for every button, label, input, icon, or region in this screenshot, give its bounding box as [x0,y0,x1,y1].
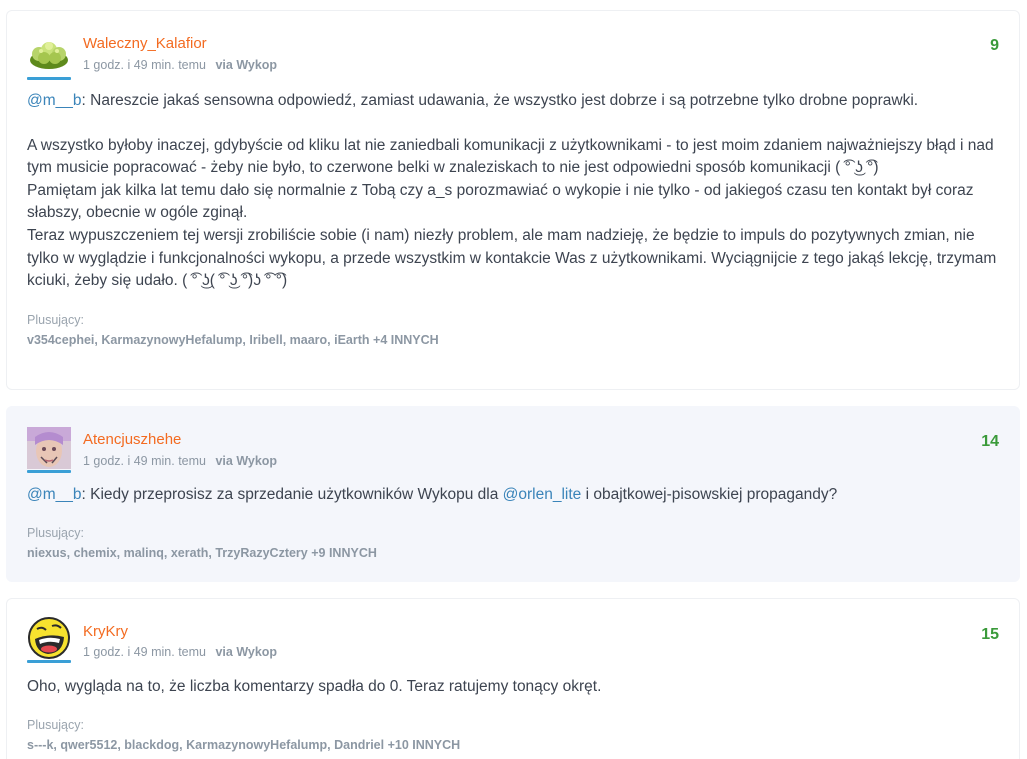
plus-user[interactable]: s---k [27,737,54,752]
comment-meta [83,454,277,468]
plus-label: Plusujący: [27,717,84,732]
user-mention[interactable]: @m__b [27,486,82,503]
author-name[interactable]: Waleczny_Kalafior [83,35,207,52]
user-mention[interactable]: @m__b [27,92,82,109]
comment-paragraph: Teraz wypuszczeniem tej wersji zrobiliście sobie (i nam) niezły problem, ale mam nadzieję, że będzie to impuls do pozytywnych zmian, nie tylko w wyglądzie i funkcjonalności wykopu, a przede wszystkim w kontakcie Was z użytkownikami. Wyciągnijcie z tego jakąś lekcję, trzymam kciuki, żeby się udało. ( ͡° ͜ʖ( ͡° ͜ʖ ͡°)ʖ ͡° ͡°) [27,226,997,290]
comment-text: i obajtkowej-pisowskiej propagandy? [581,486,838,503]
comment-paragraph: A wszystko byłoby inaczej, gdybyście od kliku lat nie zaniedbali komunikacji z użytkownikami - to jest moim zdaniem najważniejszy błąd i nad tym musicie popracować - żeby nie było, to czerwone belki w znaleziskach to nie jest odpowiedni sposób komunikacji ( ͡° ͜ʖ ͡°) [27,136,994,177]
avatar[interactable] [27,34,71,80]
plus-list: v354cephei, KarmazynowyHefalump, Iribell, maaro, iEarth +4 INNYCH [27,332,439,347]
plus-more-link[interactable]: +4 INNYCH [373,332,439,347]
avatar-underline [27,660,71,663]
comment-paragraph: Oho, wygląda na to, że liczba komentarzy spadła do 0. Teraz ratujemy tonący okręt. [27,678,602,695]
plus-user[interactable]: chemix [73,545,117,560]
laughing-face-avatar-icon [27,617,71,659]
vote-count[interactable]: 14 [981,433,999,450]
avatar[interactable] [27,427,71,473]
comment-body [27,676,999,699]
plus-user[interactable]: maaro [289,332,328,347]
timestamp: 1 godz. i 49 min. temu [83,454,206,468]
plus-user[interactable]: malinq [123,545,164,560]
plus-user[interactable]: Dandriel [334,737,385,752]
plus-user[interactable]: TrzyRazyCztery [215,545,308,560]
plus-list: niexus, chemix, malinq, xerath, TrzyRazyCztery +9 INNYCH [27,545,377,560]
plus-list: s---k, qwer5512, blackdog, KarmazynowyHefalump, Dandriel +10 INNYCH [27,737,461,752]
cauliflower-avatar-icon [27,34,71,76]
comment [6,598,1020,759]
avatar[interactable] [27,617,71,663]
comment-body [27,90,999,293]
comment-paragraph: Pamiętam jak kilka lat temu dało się normalnie z Tobą czy a_s porozmawiać o wykopie i nie tylko - od jakiegoś czasu ten kontakt był coraz słabszy, obecnie w ogóle zginął. [27,181,974,222]
plus-more-link[interactable]: +10 INNYCH [387,737,461,752]
plus-user[interactable]: xerath [170,545,209,560]
plus-more-link[interactable]: +9 INNYCH [311,545,377,560]
comment-meta [83,645,277,659]
user-mention[interactable]: @orlen_lite [502,486,582,503]
avatar-underline [27,77,71,80]
plus-user[interactable]: blackdog [124,737,180,752]
timestamp: 1 godz. i 49 min. temu [83,645,206,659]
comment-body [27,484,999,507]
comment-text: : Kiedy przeprosisz za sprzedanie użytkowników Wykopu dla [81,486,503,503]
comment-paragraph [27,90,999,113]
plus-user[interactable]: niexus [27,545,67,560]
vote-count[interactable]: 15 [981,626,999,643]
comment [6,10,1020,390]
plus-user[interactable]: Iribell [249,332,283,347]
face-photo-avatar-icon [27,427,71,469]
plus-section [27,526,999,560]
via-link[interactable]: via Wykop [215,58,278,72]
via-link[interactable]: via Wykop [215,645,278,659]
author-name[interactable]: Atencjuszhehe [83,431,182,448]
timestamp: 1 godz. i 49 min. temu [83,58,206,72]
author-name[interactable]: KryKry [83,623,128,640]
plus-user[interactable]: qwer5512 [60,737,118,752]
comment-text: : Nareszcie jakaś sensowna odpowiedź, zamiast udawania, że wszystko jest dobrze i są potrzebne tylko drobne poprawki. [81,92,919,109]
plus-user[interactable]: KarmazynowyHefalump [186,737,328,752]
vote-count[interactable]: 9 [990,37,999,54]
comment-paragraph [27,484,999,507]
plus-label: Plusujący: [27,525,84,540]
avatar-underline [27,470,71,473]
plus-user[interactable]: v354cephei [27,332,95,347]
comment [6,406,1020,582]
plus-section [27,313,999,347]
plus-section [27,718,999,752]
plus-user[interactable]: KarmazynowyHefalump [101,332,243,347]
plus-label: Plusujący: [27,312,84,327]
via-link[interactable]: via Wykop [215,454,278,468]
comment-meta [83,58,277,72]
plus-user[interactable]: iEarth [334,332,370,347]
